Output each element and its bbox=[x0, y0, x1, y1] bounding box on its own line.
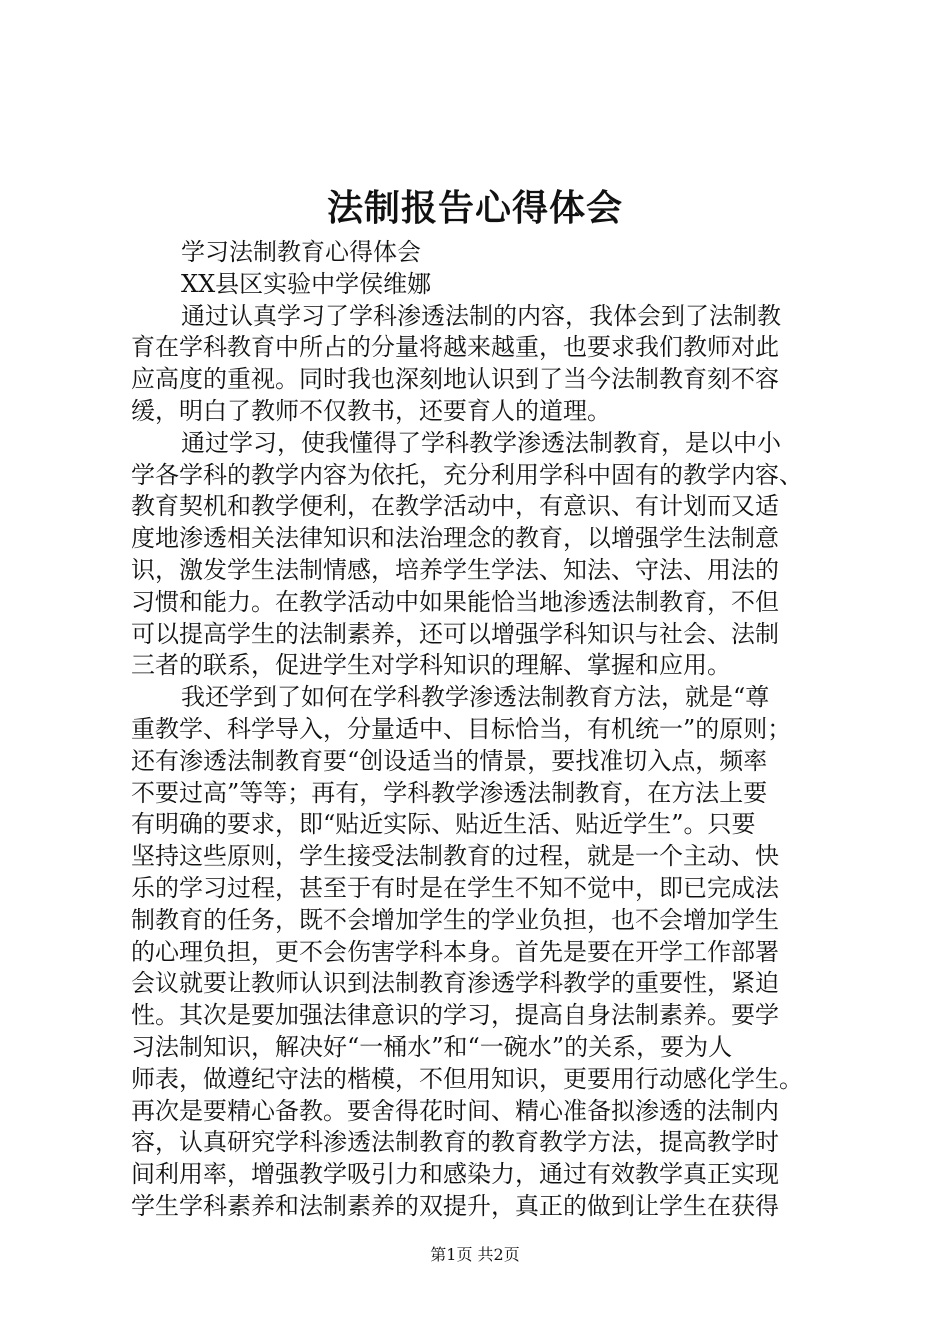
text-line: 再次是要精心备教。要舍得花时间、精心准备拟渗透的法制内 bbox=[131, 1096, 779, 1125]
text-line: 度地渗透相关法律知识和法治理念的教育，以增强学生法制意 bbox=[131, 524, 779, 553]
text-line: 学生学科素养和法制素养的双提升，真正的做到让学生在获得 bbox=[131, 1191, 779, 1220]
text-line: 可以提高学生的法制素养，还可以增强学科知识与社会、法制 bbox=[131, 619, 779, 648]
text-line: 缓，明白了教师不仅教书，还要育人的道理。 bbox=[131, 396, 611, 425]
text-line: 应高度的重视。同时我也深刻地认识到了当今法制教育刻不容 bbox=[131, 365, 779, 394]
text-line: 学各学科的教学内容为依托，充分利用学科中固有的教学内容、 bbox=[131, 460, 803, 489]
author-line: XX县区实验中学侯维娜 bbox=[181, 269, 432, 298]
text-line: 教育契机和教学便利，在教学活动中，有意识、有计划而又适 bbox=[131, 492, 779, 521]
page-title: 法制报告心得体会 bbox=[326, 187, 623, 229]
text-line: 三者的联系，促进学生对学科知识的理解、掌握和应用。 bbox=[131, 651, 731, 680]
page-footer: 第1页 共2页 bbox=[430, 1245, 520, 1264]
text-line: 育在学科教育中所占的分量将越来越重，也要求我们教师对此 bbox=[131, 333, 779, 362]
text-line: 识，激发学生法制情感，培养学生学法、知法、守法、用法的 bbox=[131, 555, 779, 584]
text-line: 的心理负担，更不会伤害学科本身。首先是要在开学工作部署 bbox=[131, 937, 779, 966]
text-line: 通过认真学习了学科渗透法制的内容，我体会到了法制教 bbox=[181, 301, 781, 330]
text-line: 习惯和能力。在教学活动中如果能恰当地渗透法制教育，不但 bbox=[131, 587, 779, 616]
text-line: 容，认真研究学科渗透法制教育的教育教学方法，提高教学时 bbox=[131, 1128, 779, 1157]
text-line: 制教育的任务，既不会增加学生的学业负担，也不会增加学生 bbox=[131, 905, 779, 934]
text-line: 坚持这些原则，学生接受法制教育的过程，就是一个主动、快 bbox=[131, 842, 779, 871]
text-line: 通过学习，使我懂得了学科教学渗透法制教育，是以中小 bbox=[181, 428, 781, 457]
text-line: 乐的学习过程，甚至于有时是在学生不知不觉中，即已完成法 bbox=[131, 873, 779, 902]
text-line: 我还学到了如何在学科教学渗透法制教育方法，就是“尊 bbox=[181, 683, 770, 712]
subtitle-line: 学习法制教育心得体会 bbox=[181, 238, 421, 266]
text-line: 师表，做遵纪守法的楷模，不但用知识，更要用行动感化学生。 bbox=[131, 1064, 803, 1093]
text-line: 性。其次是要加强法律意识的学习，提高自身法制素养。要学 bbox=[131, 1001, 779, 1030]
text-line: 会议就要让教师认识到法制教育渗透学科教学的重要性，紧迫 bbox=[131, 969, 779, 998]
body-text bbox=[131, 237, 843, 1223]
text-line: 不要过高”等等；再有，学科教学渗透法制教育，在方法上要 bbox=[131, 778, 768, 807]
text-line: 习法制知识，解决好“一桶水”和“一碗水”的关系，要为人 bbox=[131, 1032, 733, 1061]
text-line: 还有渗透法制教育要“创设适当的情景，要找准切入点，频率 bbox=[131, 746, 768, 775]
text-line: 间利用率，增强教学吸引力和感染力，通过有效教学真正实现 bbox=[131, 1160, 779, 1189]
text-line: 有明确的要求，即“贴近实际、贴近生活、贴近学生”。只要 bbox=[131, 810, 756, 839]
text-line: 重教学、科学导入，分量适中、目标恰当，有机统一”的原则； bbox=[131, 714, 792, 743]
